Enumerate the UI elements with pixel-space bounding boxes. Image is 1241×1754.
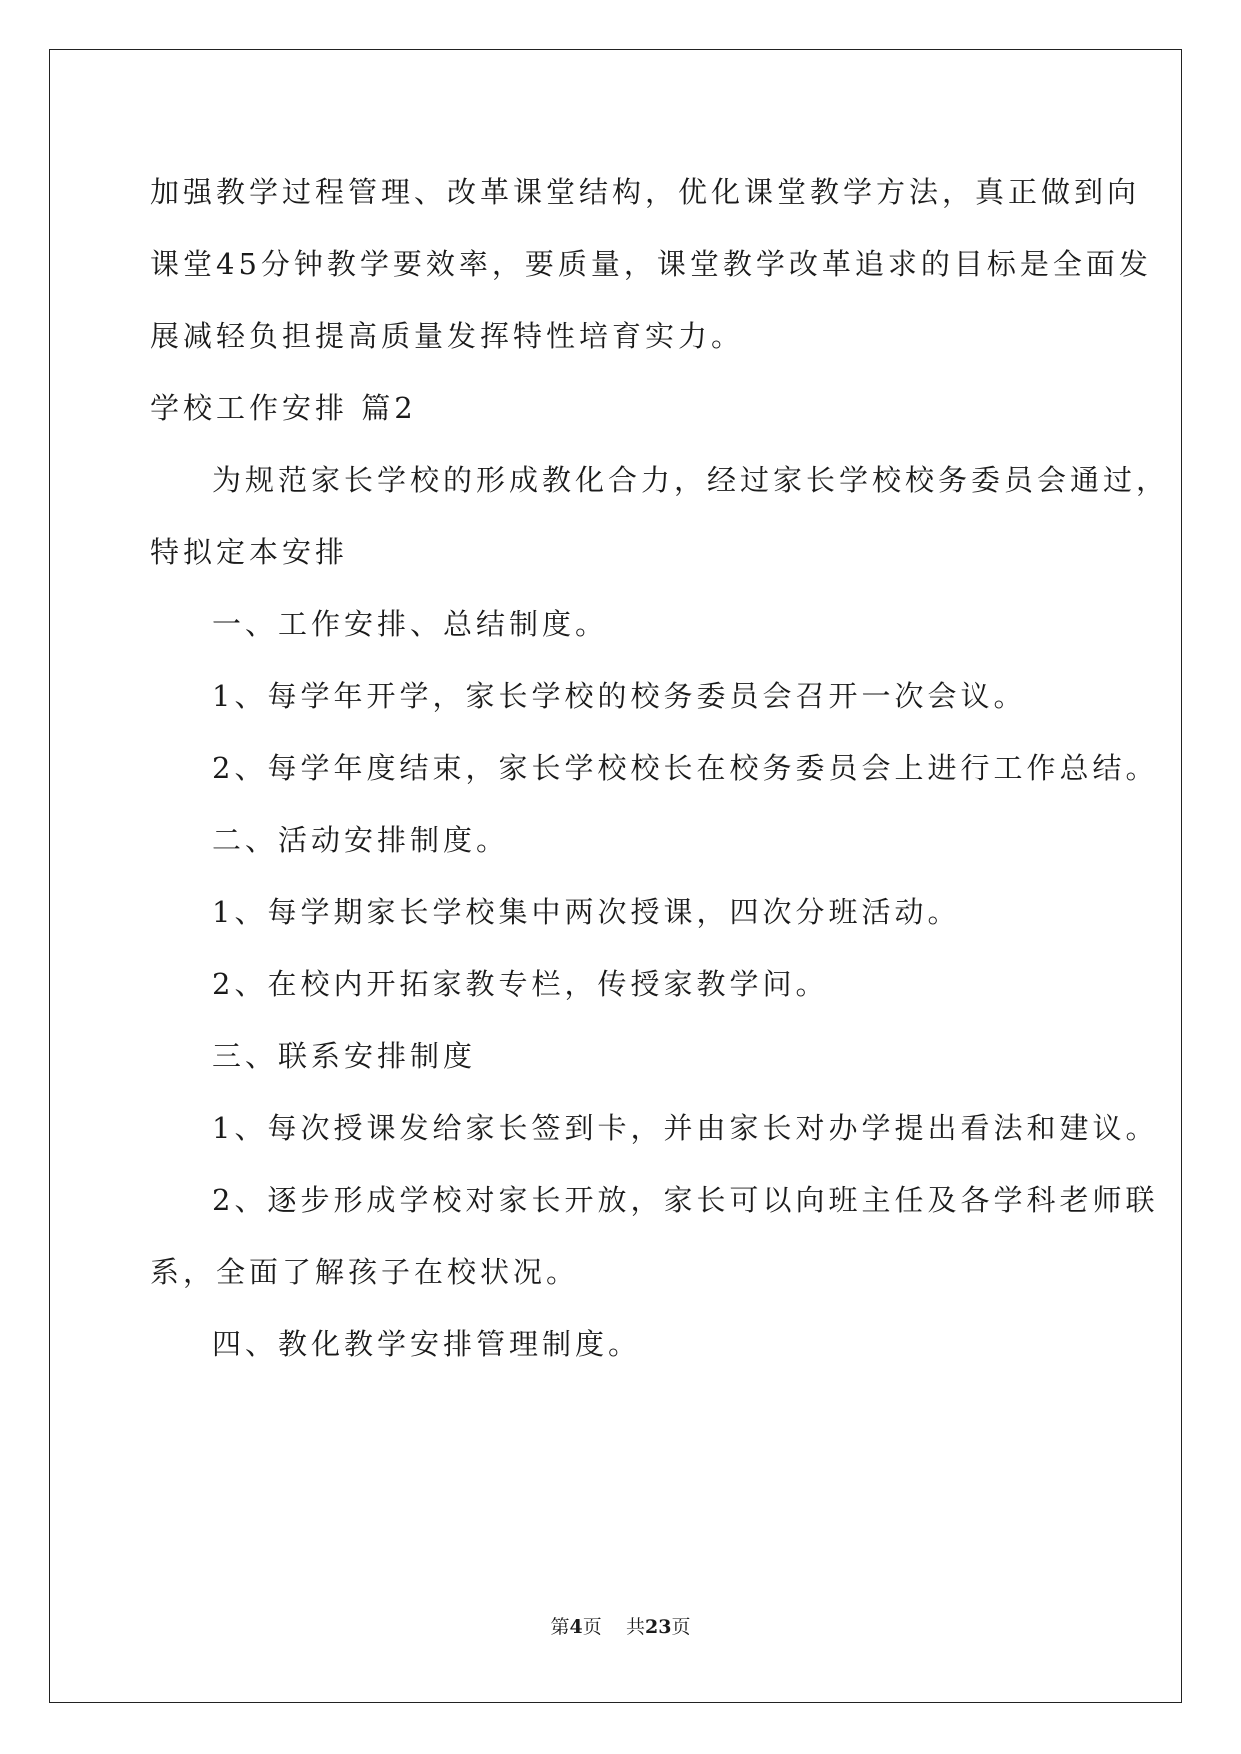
total-suffix: 页 [671,1616,691,1638]
body-line-15: 2、逐步形成学校对家长开放，家长可以向班主任及各学科老师联 [212,1183,1159,1217]
body-line-9: 2、每学年度结束，家长学校校长在校务委员会上进行工作总结。 [212,751,1159,785]
body-line-5: 为规范家长学校的形成教化合力，经过家长学校校务委员会通过， [212,463,1170,497]
page-prefix: 第 [550,1616,570,1638]
body-line-11: 1、每学期家长学校集中两次授课，四次分班活动。 [212,895,961,929]
page-total: 23 [644,1616,672,1638]
section-heading: 学校工作安排 篇2 [150,391,417,425]
body-line-13: 三、联系安排制度 [212,1039,477,1073]
page-footer [0,1612,1241,1639]
body-line-7: 一、工作安排、总结制度。 [212,607,609,641]
page-border [49,49,1182,1703]
body-line-16: 系，全面了解孩子在校状况。 [150,1255,580,1289]
body-line-1: 加强教学过程管理、改革课堂结构，优化课堂教学方法，真正做到向 [150,175,1141,209]
body-line-6: 特拟定本安排 [150,535,349,569]
body-line-2: 课堂45分钟教学要效率，要质量，课堂教学改革追求的目标是全面发 [150,247,1152,281]
body-line-12: 2、在校内开拓家教专栏，传授家教学问。 [212,967,829,1001]
body-line-8: 1、每学年开学，家长学校的校务委员会召开一次会议。 [212,679,1027,713]
total-prefix: 共 [625,1616,645,1638]
body-line-14: 1、每次授课发给家长签到卡，并由家长对办学提出看法和建议。 [212,1111,1159,1145]
page-suffix: 页 [582,1616,602,1638]
body-line-17: 四、教化教学安排管理制度。 [212,1327,642,1361]
body-line-3: 展减轻负担提高质量发挥特性培育实力。 [150,319,745,353]
body-line-10: 二、活动安排制度。 [212,823,510,857]
page-current: 4 [569,1616,583,1638]
